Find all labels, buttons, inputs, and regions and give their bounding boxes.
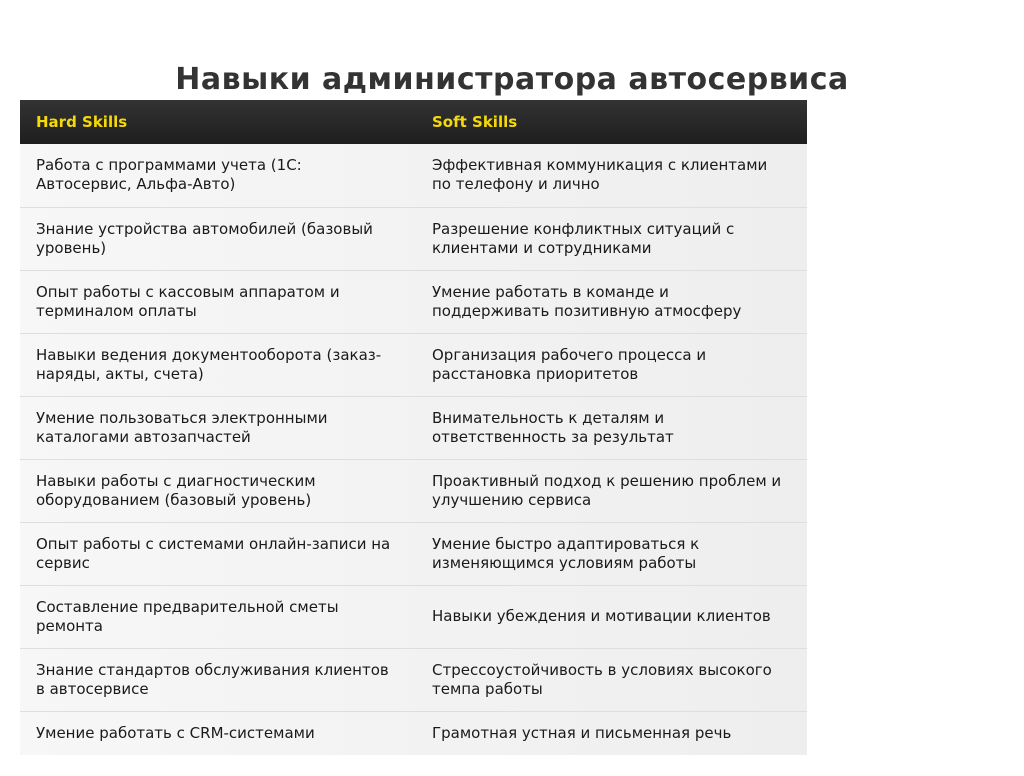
soft-skill-cell: Эффективная коммуникация с клиентами по телефону и лично	[432, 156, 768, 194]
header-hard-skills: Hard Skills	[36, 113, 128, 131]
soft-skill-cell: Навыки убеждения и мотивации клиентов	[416, 585, 807, 648]
hard-skill-cell: Навыки работы с диагностическим оборудованием (базовый уровень)	[20, 459, 416, 522]
table-row	[20, 648, 807, 711]
soft-skill-cell: Умение быстро адаптироваться к изменяющимся условиям работы	[416, 522, 807, 585]
table-row	[20, 207, 807, 270]
hard-skill-cell: Навыки ведения документооборота (заказ-наряды, акты, счета)	[20, 333, 416, 396]
soft-skill-cell: Разрешение конфликтных ситуаций с клиентами и сотрудниками	[416, 207, 807, 270]
soft-skill-cell: Умение работать в команде и поддерживать позитивную атмосферу	[416, 270, 807, 333]
header-soft-skills: Soft Skills	[432, 113, 518, 131]
hard-skill-cell: Умение пользоваться электронными каталогами автозапчастей	[20, 396, 416, 459]
header-row	[20, 100, 807, 144]
table-row	[20, 522, 807, 585]
hard-skill-cell: Опыт работы с системами онлайн-записи на сервис	[20, 522, 416, 585]
hard-skill-cell: Составление предварительной сметы ремонта	[20, 585, 416, 648]
table-body	[20, 144, 807, 755]
skills-table	[20, 100, 807, 755]
hard-skill-cell: Знание стандартов обслуживания клиентов в автосервисе	[20, 648, 416, 711]
soft-skill-cell: Грамотная устная и письменная речь	[416, 711, 807, 755]
hard-skill-cell: Умение работать с CRM-системами	[20, 711, 416, 755]
table-row	[20, 711, 807, 755]
table-row	[20, 270, 807, 333]
soft-skill-cell: Организация рабочего процесса и расстановка приоритетов	[416, 333, 807, 396]
table-row	[20, 396, 807, 459]
soft-skill-cell: Внимательность к деталям и ответственность за результат	[416, 396, 807, 459]
hard-skill-cell: Опыт работы с кассовым аппаратом и терминалом оплаты	[20, 270, 416, 333]
table-row	[20, 333, 807, 396]
page-title: Навыки администратора автосервиса	[175, 62, 849, 98]
table-header	[20, 100, 807, 144]
soft-skill-cell: Стрессоустойчивость в условиях высокого темпа работы	[416, 648, 807, 711]
table-row	[20, 585, 807, 648]
table-row	[20, 144, 807, 207]
table-row	[20, 459, 807, 522]
hard-skill-cell: Работа с программами учета (1С: Автосервис, Альфа-Авто)	[36, 156, 302, 194]
hard-skill-cell: Знание устройства автомобилей (базовый уровень)	[20, 207, 416, 270]
soft-skill-cell: Проактивный подход к решению проблем и улучшению сервиса	[416, 459, 807, 522]
